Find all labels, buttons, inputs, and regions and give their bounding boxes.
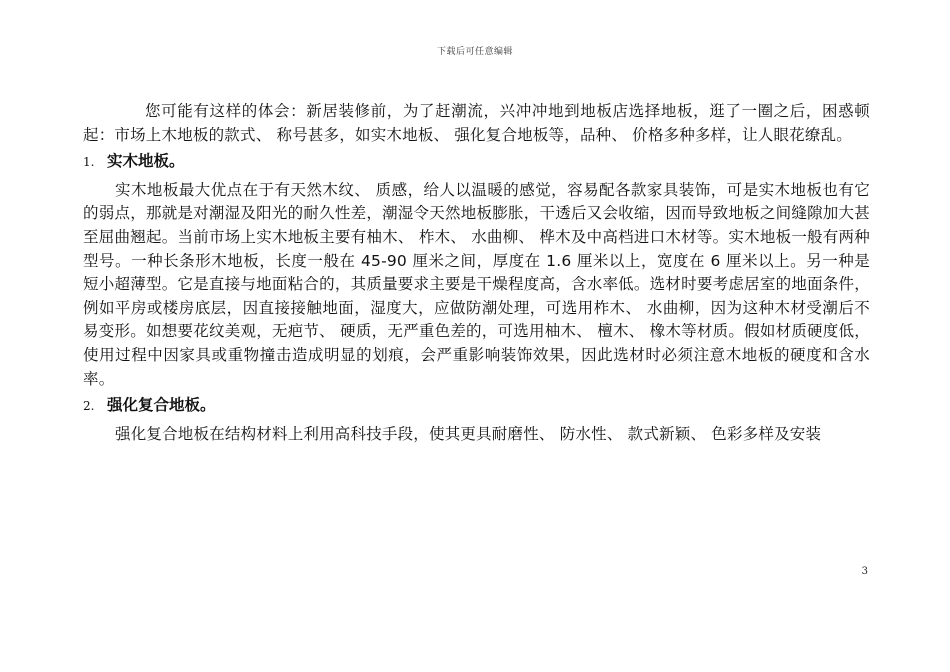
section-title-2: 强化复合地板。 xyxy=(107,396,216,415)
document-body xyxy=(83,100,870,446)
section-heading-1 xyxy=(83,150,870,175)
header-note: 下载后可任意编辑 xyxy=(436,47,513,57)
section-heading-2 xyxy=(83,394,870,419)
section-number-2: 2. xyxy=(83,399,95,414)
section-title-1: 实木地板。 xyxy=(107,152,185,171)
intro-paragraph: 您可能有这样的体会：新居装修前，为了赶潮流，兴冲冲地到地板店选择地板，逛了一圈之后，困惑顿起：市场上木地板的款式、 称号甚多，如实木地板、 强化复合地板等，品种、 价格多种多样，让人眼花缭乱。 xyxy=(83,102,870,144)
section-number-1: 1. xyxy=(83,155,95,170)
section-paragraph-1: 实木地板最大优点在于有天然木纹、 质感，给人以温暖的感觉，容易配各款家具装饰，可是实木地板也有它的弱点，那就是对潮湿及阳光的耐久性差，潮湿令天然地板膨胀，干透后又会收缩，因而导致地板之间缝隙加大甚至屈曲翘起。当前市场上实木地板主要有柚木、 柞木、 水曲柳、 桦木及中高档进口木材等。实木地板一般有两种型号。一种长条形木地板，长度一般在 45-90 厘米之间，厚度在 1.6 厘米以上，宽度在 6 厘米以上。另一种是短小超薄型。它是直接与地面粘合的，其质量要求主要是干燥程度高，含水率低。选材时要考虑居室的地面条件，例如平房或楼房底层，因直接接触地面，湿度大，应做防潮处理，可选用柞木、 水曲柳，因为这种木材受潮后不易变形。如想要花纹美观，无疤节、 硬质，无严重色差的，可选用柚木、 檀木、 橡木等材质。假如材质硬度低，使用过程中因家具或重物撞击造成明显的划痕，会严重影响装饰效果，因此选材时必须注意木地板的硬度和含水率。 xyxy=(83,180,870,388)
page-number: 3 xyxy=(861,566,868,577)
section-paragraph-2: 强化复合地板在结构材料上利用高科技手段，使其更具耐磨性、 防水性、 款式新颖、 色彩多样及安装 xyxy=(115,424,822,443)
